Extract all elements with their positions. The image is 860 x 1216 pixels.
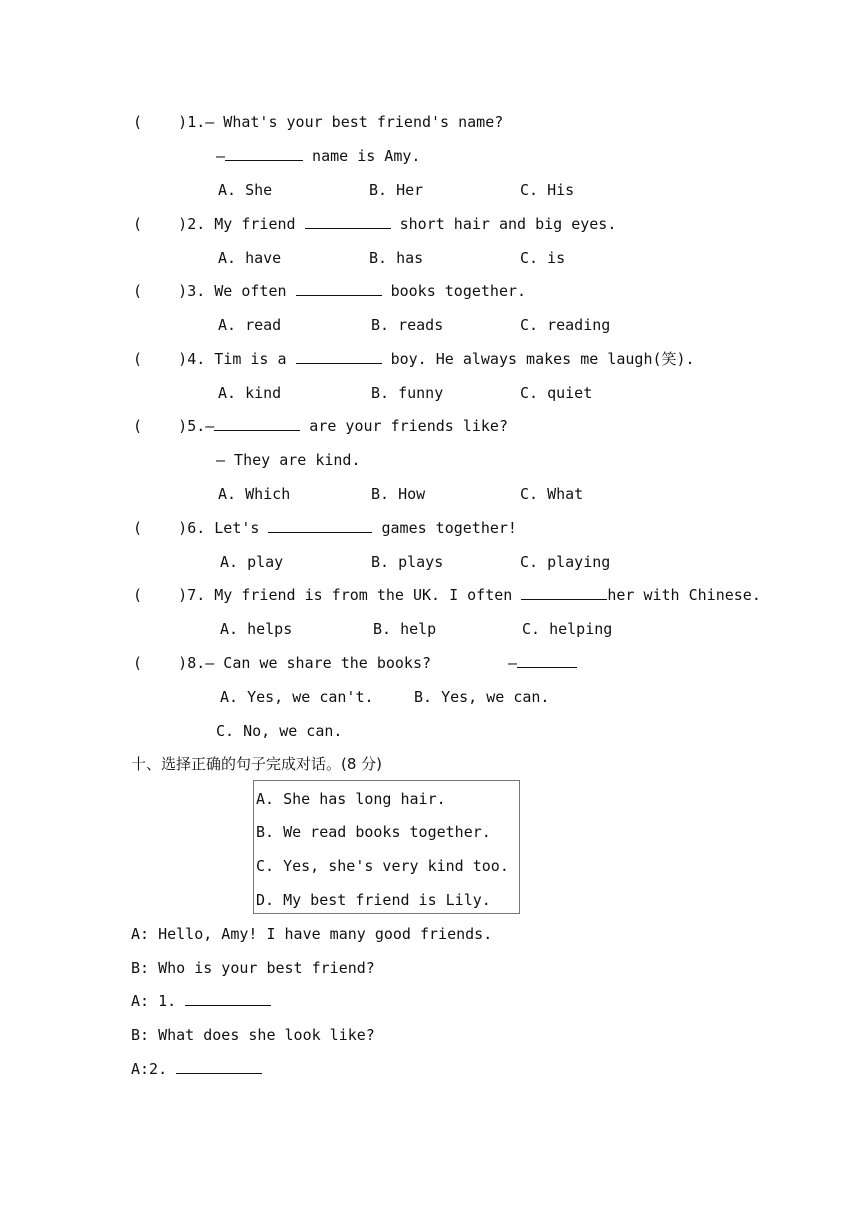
option-q2-b: B. has <box>369 249 424 267</box>
question-3: ( )3. We often books together. <box>133 282 527 300</box>
option-q5-a: A. Which <box>218 485 291 503</box>
option-q6-b: B. plays <box>371 553 444 571</box>
choice-b: B. We read books together. <box>256 823 491 841</box>
answer-paren[interactable]: ( ) <box>133 282 188 300</box>
option-q2-c: C. is <box>520 249 566 267</box>
question-1-reply: — name is Amy. <box>216 147 421 165</box>
option-q4-a: A. kind <box>218 384 282 402</box>
question-2: ( )2. My friend short hair and big eyes. <box>133 215 617 233</box>
answer-blank[interactable] <box>521 585 607 600</box>
question-7: ( )7. My friend is from the UK. I often her with Chinese. <box>133 586 761 604</box>
option-q8-a: A. Yes, we can't. <box>220 688 374 706</box>
question-6: ( )6. Let's games together! <box>133 519 517 537</box>
option-q2-a: A. have <box>218 249 282 267</box>
option-q5-c: C. What <box>520 485 584 503</box>
option-q8-b: B. Yes, we can. <box>414 688 550 706</box>
option-q3-a: A. read <box>218 316 282 334</box>
option-q8-c: C. No, we can. <box>216 722 343 740</box>
answer-paren[interactable]: ( ) <box>133 519 188 537</box>
dialogue-line-1: A: Hello, Amy! I have many good friends. <box>131 925 493 943</box>
answer-blank[interactable] <box>268 518 372 533</box>
answer-blank[interactable] <box>185 991 271 1006</box>
answer-paren[interactable]: ( ) <box>133 654 188 672</box>
option-q1-a: A. She <box>218 181 273 199</box>
answer-blank[interactable] <box>214 416 300 431</box>
answer-paren[interactable]: ( ) <box>133 586 188 604</box>
option-q1-b: B. Her <box>369 181 424 199</box>
dialogue-line-5: A:2. <box>131 1059 262 1079</box>
section-10-title: 十、选择正确的句子完成对话。(8 分) <box>131 755 383 773</box>
question-4: ( )4. Tim is a boy. He always makes me laugh(笑). <box>133 350 695 368</box>
option-q4-b: B. funny <box>371 384 444 402</box>
dialogue-line-3: A: 1. <box>131 991 271 1011</box>
option-q7-c: C. helping <box>522 620 613 638</box>
dialogue-line-2: B: Who is your best friend? <box>131 959 375 977</box>
option-q6-c: C. playing <box>520 553 611 571</box>
question-5: ( )5.— are your friends like? <box>133 417 508 435</box>
question-number: 1. <box>187 113 206 131</box>
question-8: ( )8.— Can we share the books? <box>133 654 432 672</box>
option-q3-b: B. reads <box>371 316 444 334</box>
answer-blank[interactable] <box>296 349 382 364</box>
answer-paren[interactable]: ( ) <box>133 350 188 368</box>
answer-blank[interactable] <box>225 146 303 161</box>
question-8-reply: — <box>508 653 577 673</box>
choice-d: D. My best friend is Lily. <box>256 891 491 909</box>
answer-blank[interactable] <box>176 1059 262 1074</box>
option-q4-c: C. quiet <box>520 384 593 402</box>
choice-a: A. She has long hair. <box>256 790 446 808</box>
dialogue-line-4: B: What does she look like? <box>131 1026 375 1044</box>
answer-paren[interactable]: ( ) <box>133 113 188 131</box>
choice-c: C. Yes, she's very kind too. <box>256 857 509 875</box>
answer-blank[interactable] <box>296 281 382 296</box>
option-q7-b: B. help <box>373 620 437 638</box>
option-q5-b: B. How <box>371 485 426 503</box>
question-1 <box>133 112 503 132</box>
option-q6-a: A. play <box>220 553 284 571</box>
answer-blank[interactable] <box>305 214 391 229</box>
option-q1-c: C. His <box>520 181 575 199</box>
question-5-reply: — They are kind. <box>216 451 361 469</box>
answer-blank[interactable] <box>517 653 577 668</box>
option-q3-c: C. reading <box>520 316 611 334</box>
answer-paren[interactable]: ( ) <box>133 215 188 233</box>
option-q7-a: A. helps <box>220 620 293 638</box>
question-text: — What's your best friend's name? <box>205 113 504 131</box>
answer-paren[interactable]: ( ) <box>133 417 188 435</box>
